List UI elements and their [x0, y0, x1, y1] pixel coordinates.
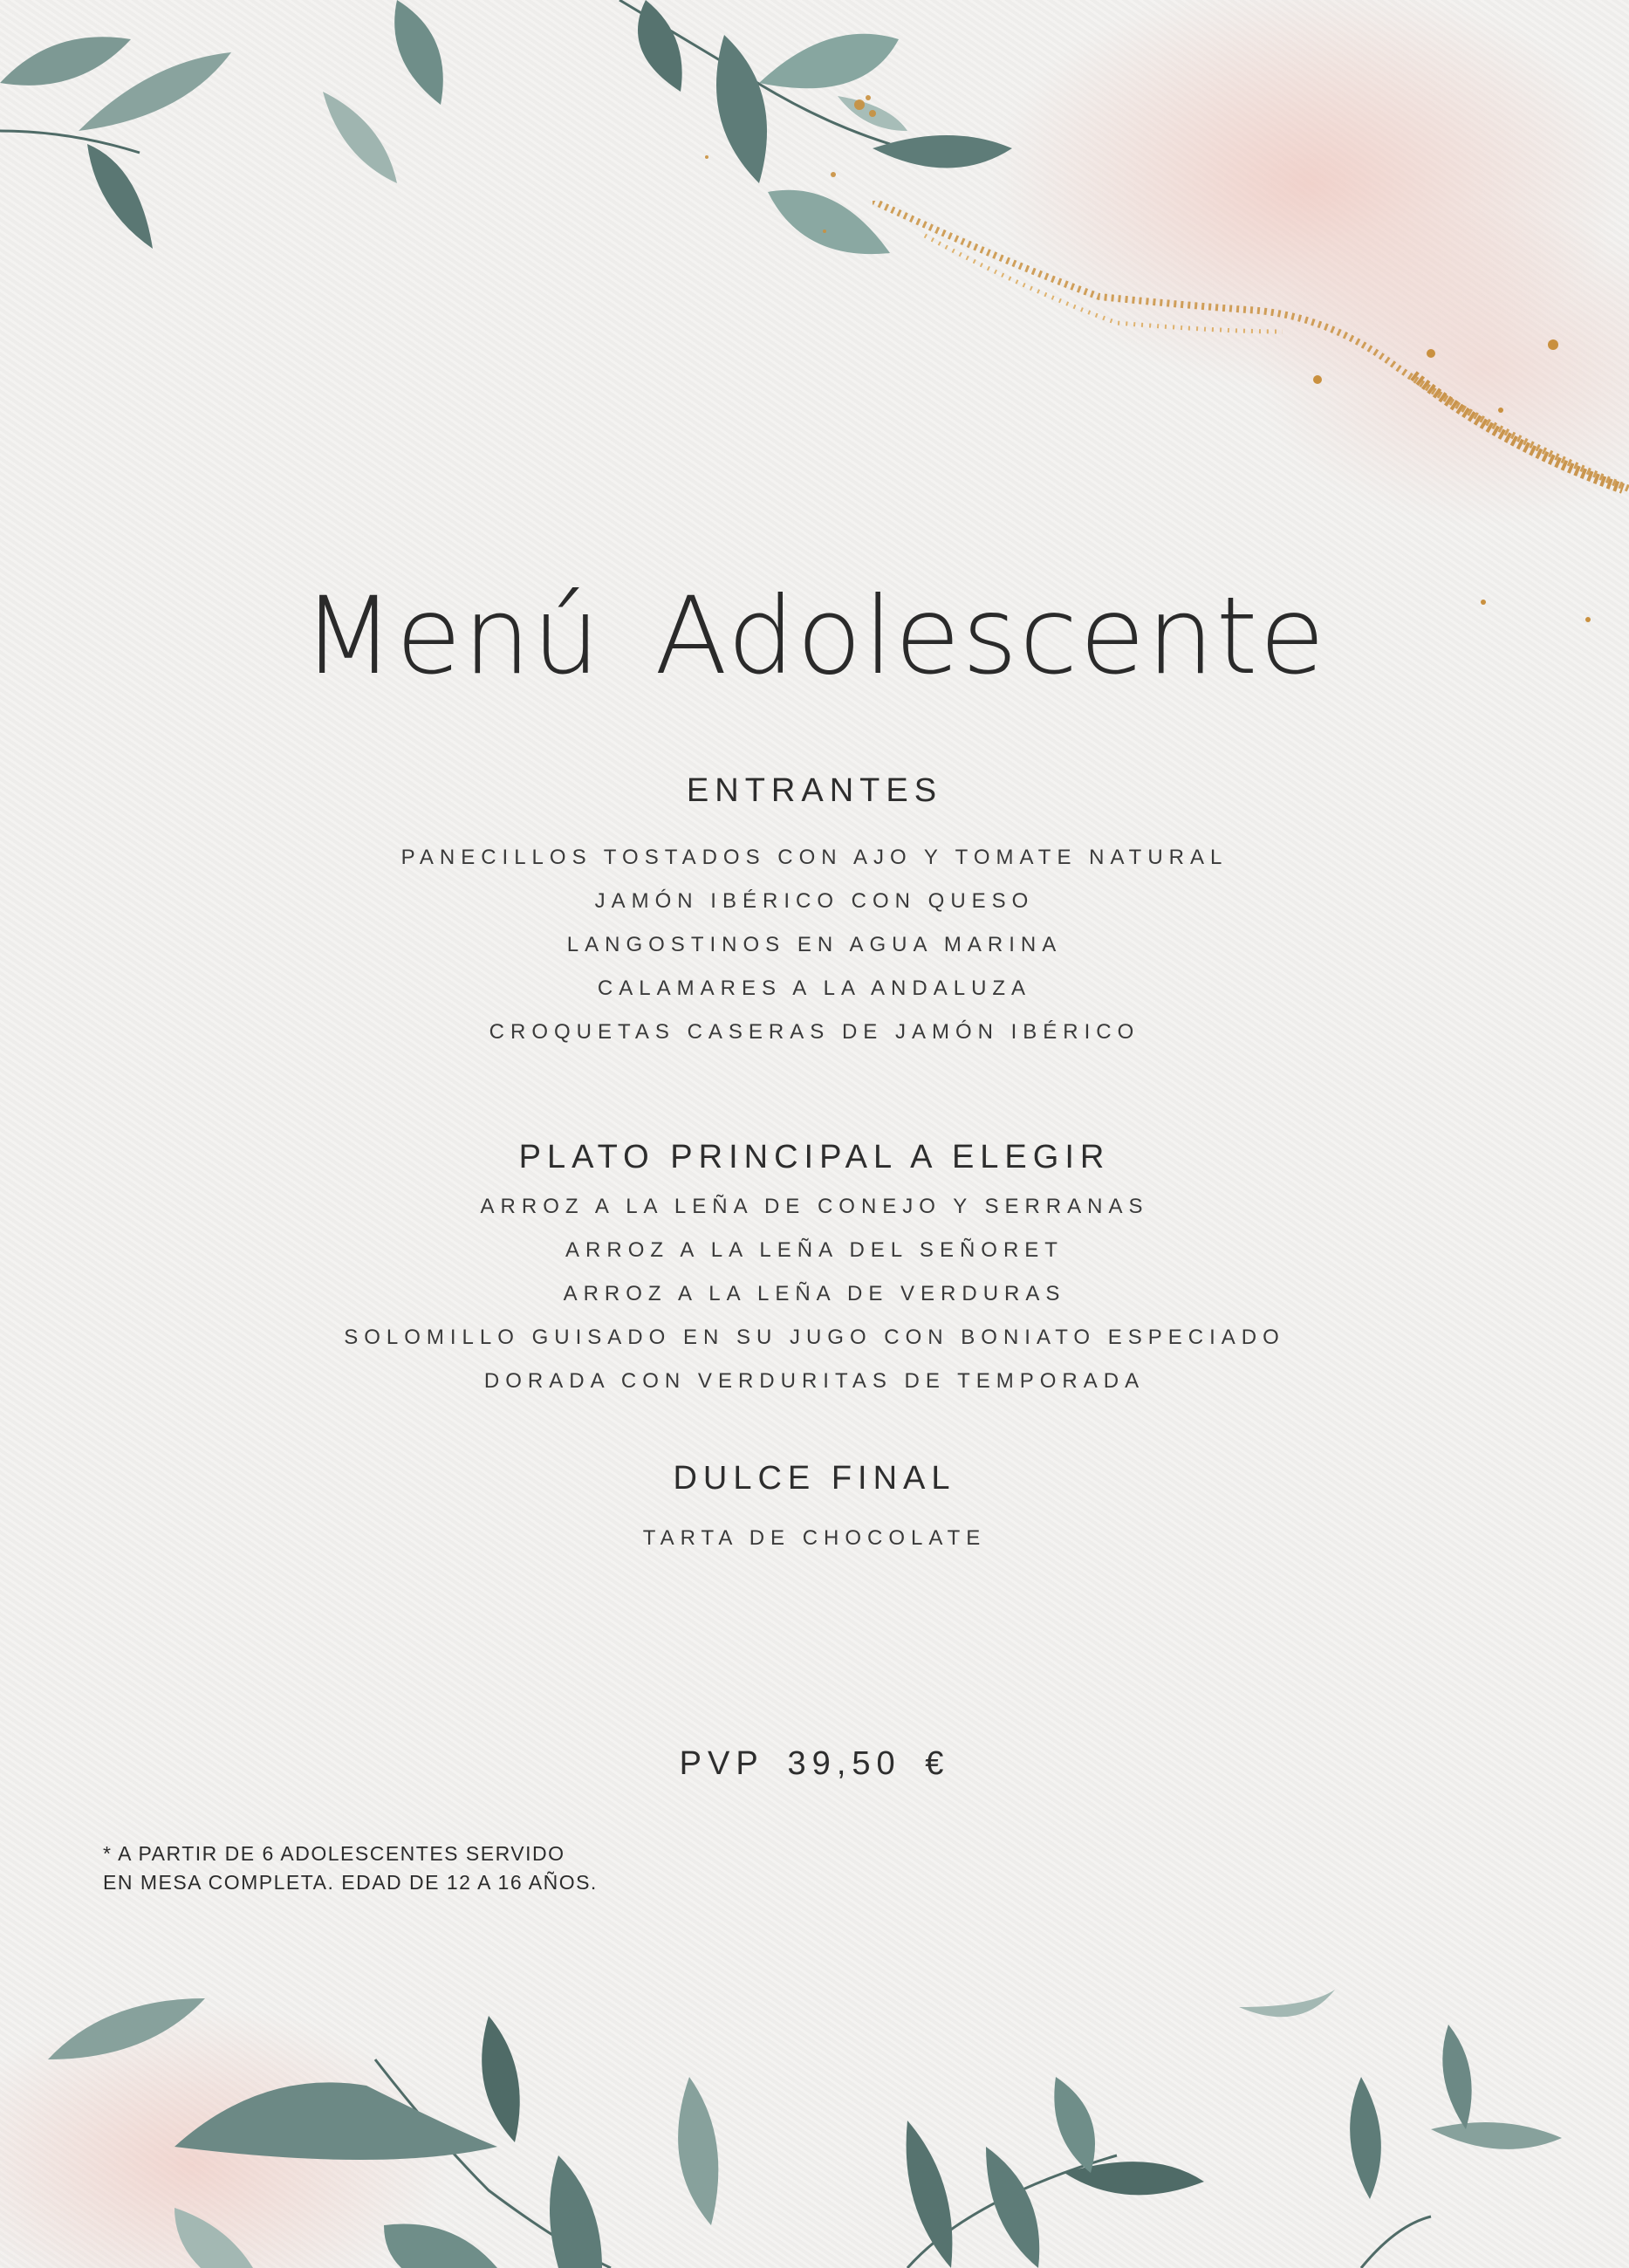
section-entrantes: [0, 772, 1629, 1054]
list-item: PANECILLOS TOSTADOS CON AJO Y TOMATE NATURAL: [400, 846, 1229, 869]
section-plato-principal: [0, 1139, 1629, 1403]
section-title: ENTRANTES: [686, 772, 943, 809]
item-list: [0, 1185, 1629, 1403]
list-item: LANGOSTINOS EN AGUA MARINA: [566, 933, 1063, 956]
price-label: PVP 39,50 €: [679, 1745, 950, 1782]
footnote-line: EN MESA COMPLETA. EDAD DE 12 A 16 AÑOS.: [103, 1871, 598, 1894]
eucalyptus-leaves-icon: [0, 1937, 785, 2268]
list-item: ARROZ A LA LEÑA DEL SEÑORET: [565, 1238, 1064, 1262]
list-item: TARTA DE CHOCOLATE: [642, 1526, 987, 1550]
footnote: [103, 1840, 598, 1897]
gold-glitter-icon: [873, 201, 1629, 637]
list-item: CROQUETAS CASERAS DE JAMÓN IBÉRICO: [489, 1020, 1140, 1044]
section-title: DULCE FINAL: [673, 1460, 956, 1497]
list-item: ARROZ A LA LEÑA DE CONEJO Y SERRANAS: [480, 1195, 1149, 1218]
list-item: SOLOMILLO GUISADO EN SU JUGO CON BONIATO ESPECIADO: [344, 1326, 1285, 1349]
section-dulce-final: [0, 1460, 1629, 1560]
list-item: JAMÓN IBÉRICO CON QUESO: [594, 889, 1035, 913]
list-item: DORADA CON VERDURITAS DE TEMPORADA: [483, 1369, 1146, 1393]
footnote-line: * A PARTIR DE 6 ADOLESCENTES SERVIDO: [103, 1842, 565, 1865]
list-item: CALAMARES A LA ANDALUZA: [597, 976, 1032, 1000]
item-list: [0, 1517, 1629, 1560]
eucalyptus-leaves-icon: [0, 0, 489, 271]
section-title: PLATO PRINCIPAL A ELEGIR: [518, 1139, 1111, 1175]
list-item: ARROZ A LA LEÑA DE VERDURAS: [563, 1282, 1066, 1305]
page-title: Menú Adolescente: [302, 574, 1327, 698]
item-list: [0, 836, 1629, 1054]
eucalyptus-leaves-icon: [873, 1972, 1629, 2268]
